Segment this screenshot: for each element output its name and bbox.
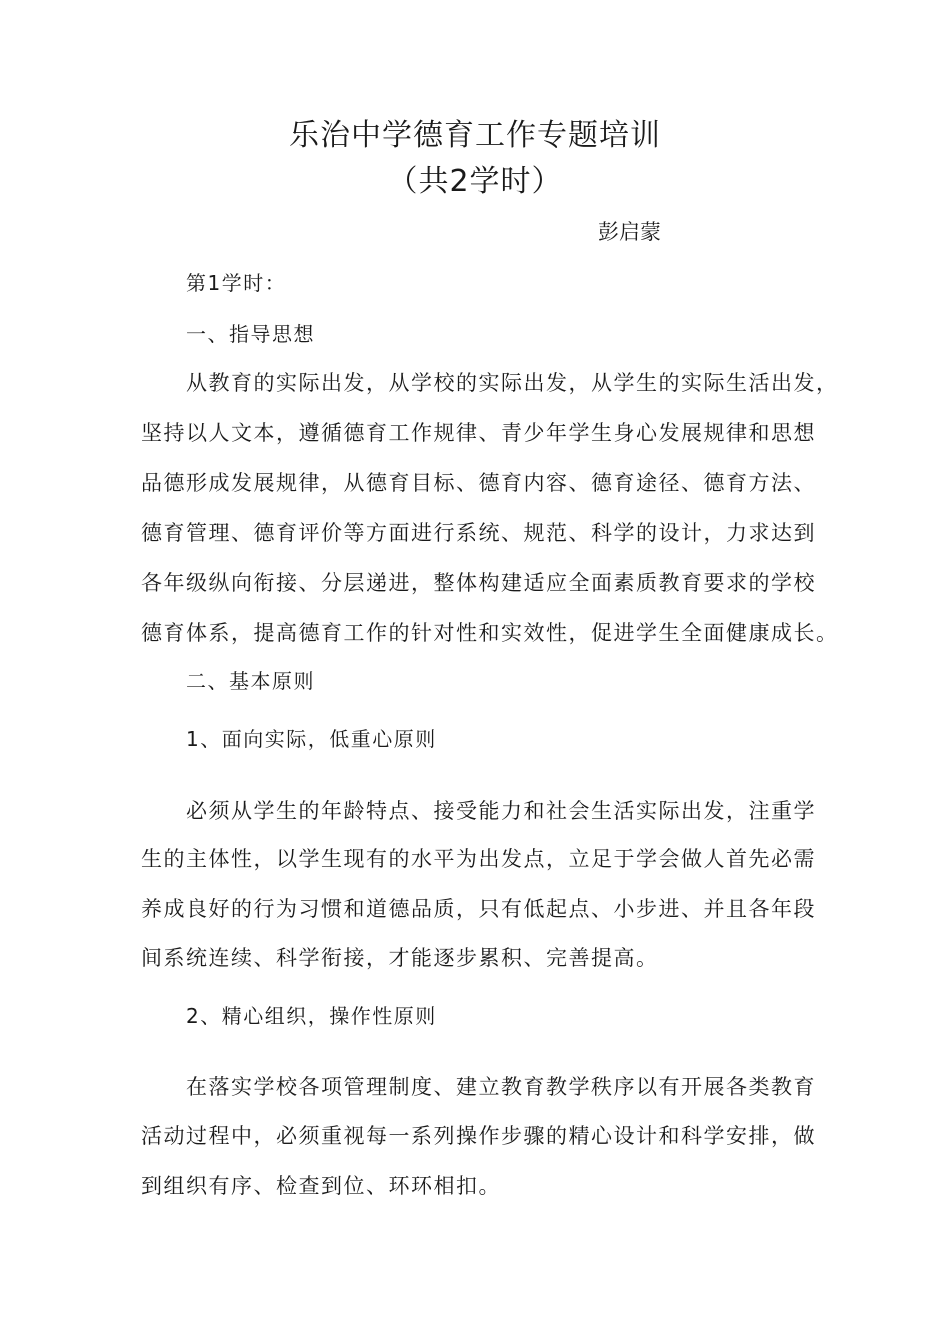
session-label: 第1学时： <box>186 271 287 295</box>
principle-heading-1: 1、面向实际，低重心原则 <box>186 727 437 751</box>
document-title: 乐治中学德育工作专题培训 <box>289 118 661 153</box>
section-heading-basic-principles: 二、基本原则 <box>186 669 315 693</box>
paragraph-line: 养成良好的行为习惯和道德品质，只有低起点、小步进、并且各年段 <box>141 897 816 921</box>
paragraph-line: 到组织有序、检查到位、环环相扣。 <box>141 1174 501 1198</box>
section-heading-guiding-ideology: 一、指导思想 <box>186 322 315 346</box>
paragraph-line: 德育体系，提高德育工作的针对性和实效性，促进学生全面健康成长。 <box>141 621 839 645</box>
document-subtitle: （共2学时） <box>387 164 563 199</box>
paragraph-line: 各年级纵向衔接、分层递进，整体构建适应全面素质教育要求的学校 <box>141 571 816 595</box>
paragraph-line: 活动过程中，必须重视每一系列操作步骤的精心设计和科学安排，做 <box>141 1124 816 1148</box>
paragraph-line: 坚持以人文本，遵循德育工作规律、青少年学生身心发展规律和思想 <box>141 421 816 445</box>
principle-heading-2: 2、精心组织，操作性原则 <box>186 1004 437 1028</box>
paragraph-line: 德育管理、德育评价等方面进行系统、规范、科学的设计，力求达到 <box>141 521 816 545</box>
paragraph-line: 必须从学生的年龄特点、接受能力和社会生活实际出发，注重学 <box>186 799 816 823</box>
paragraph-line: 间系统连续、科学衔接，才能逐步累积、完善提高。 <box>141 946 659 970</box>
paragraph-line: 在落实学校各项管理制度、建立教育教学秩序以有开展各类教育 <box>186 1075 816 1099</box>
paragraph-line: 生的主体性，以学生现有的水平为出发点，立足于学会做人首先必需 <box>141 847 816 871</box>
paragraph-line: 从教育的实际出发，从学校的实际出发，从学生的实际生活出发， <box>186 371 839 395</box>
paragraph-line: 品德形成发展规律，从德育目标、德育内容、德育途径、德育方法、 <box>141 471 816 495</box>
author-name: 彭启蒙 <box>598 220 661 244</box>
